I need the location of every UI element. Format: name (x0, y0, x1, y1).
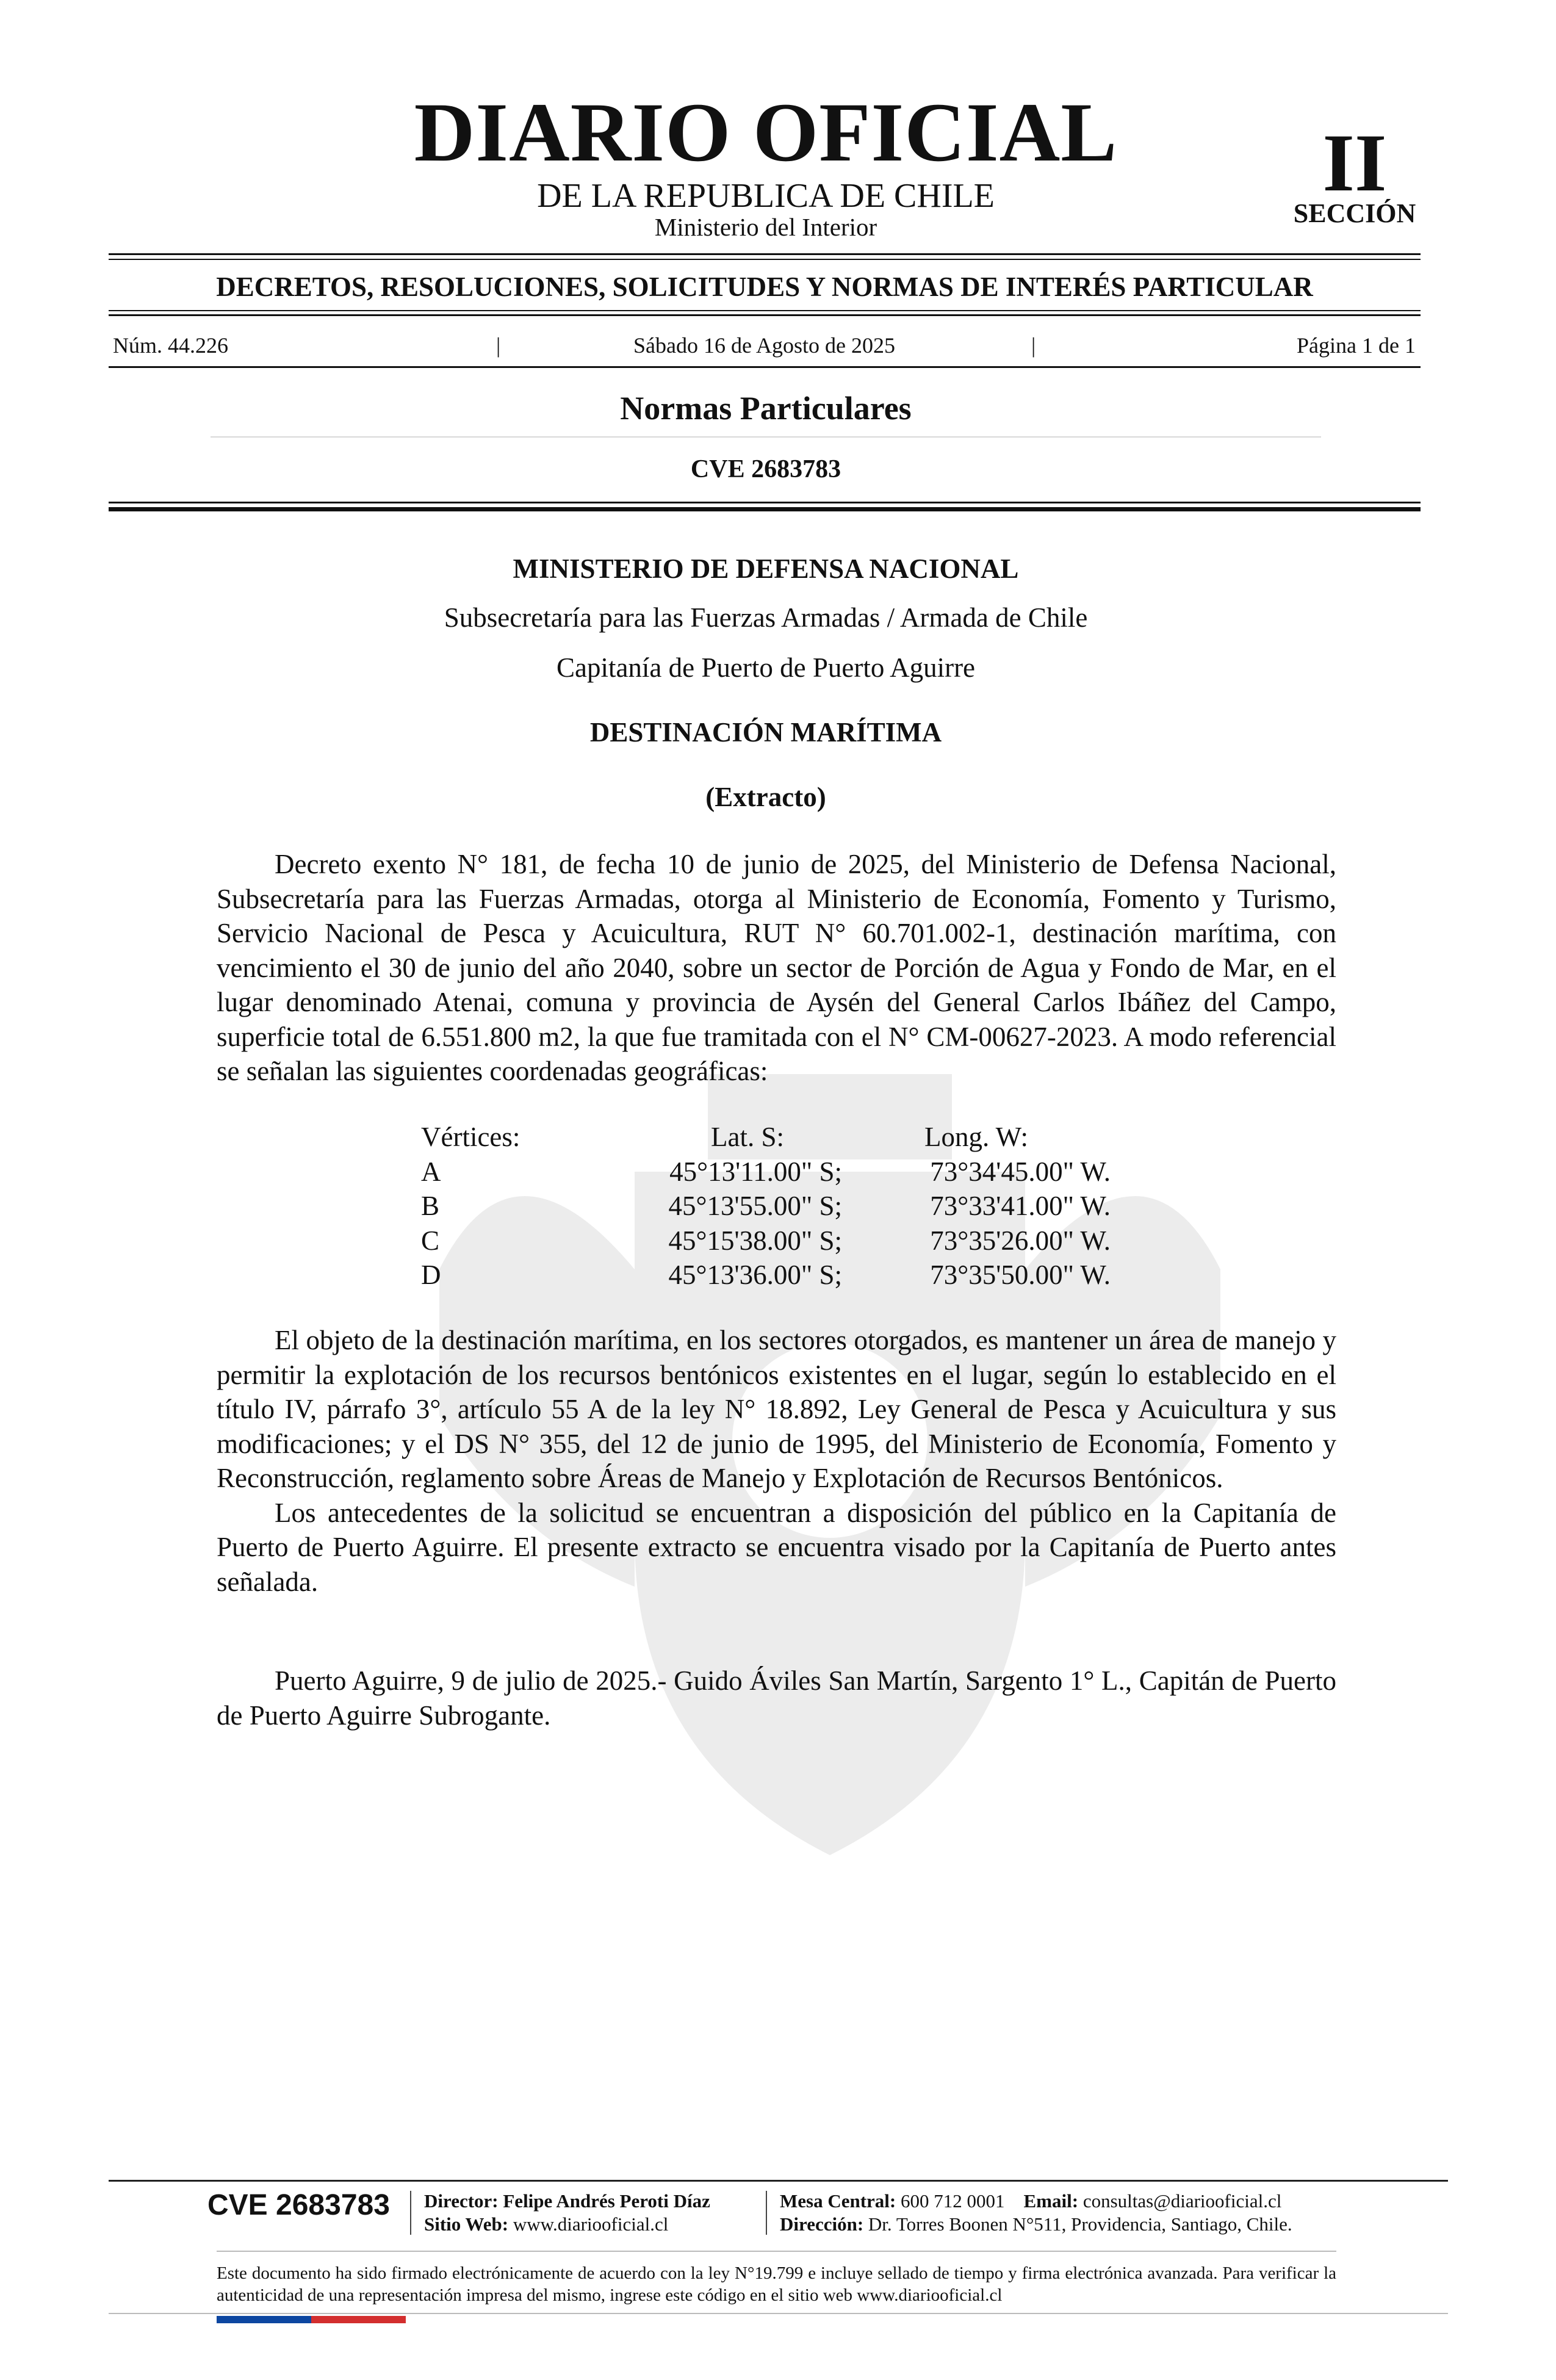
column-header: Lat. S: (711, 1122, 784, 1152)
newspaper-title: DIARIO OFICIAL (414, 85, 1118, 179)
section-number: II (1322, 118, 1387, 209)
paragraph-antecedentes: Los antecedentes de la solicitud se encuentran a disposición del público en la Capitanía de Puerto de Puerto Aguirre. El presente extracto se encuentra visado por la Capitanía de Puerto antes señalada. (217, 1497, 1336, 1597)
website-label: Sitio Web: (424, 2213, 509, 2235)
vertex-cell: C (421, 1225, 440, 1256)
header-rule-bottom (109, 507, 1421, 511)
masthead-rule-top (109, 253, 1421, 255)
issuing-ministry: MINISTERIO DE DEFENSA NACIONAL (513, 554, 1019, 584)
email-link[interactable]: consultas@diariooficial.cl (1082, 2190, 1282, 2212)
paragraph-decree: Decreto exento N° 181, de fecha 10 de junio de 2025, del Ministerio de Defensa Nacional, Subsecretaría para las Fuerzas Armadas, otorga al Ministerio de Economía, Fomento y Turismo, Servicio Nacional de Pesca y Acuicultura, RUT N° 60.701.002-1, destinación marítima, con vencimiento el 30 de junio del año 2040, sobre un sector de Porción de Agua y Fondo de Mar, en el lugar denominado Atenai, comuna y provincia de Aysén del General Carlos Ibáñez del Campo, superficie total de 6.551.800 m2, la que fue tramitada con el N° CM-00627-2023. A modo referencial se señalan las siguientes coordenadas geográficas: (217, 849, 1336, 1086)
footer-divider (766, 2191, 767, 2235)
longitude-cell: 73°33'41.00" W. (930, 1191, 1111, 1221)
category-title: Normas Particulares (620, 390, 912, 427)
mesa-label: Mesa Central: (780, 2190, 896, 2212)
document-subtitle: (Extracto) (705, 782, 826, 812)
header-rule-top (109, 502, 1421, 503)
paragraph-purpose: El objeto de la destinación marítima, en los sectores otorgados, es mantener un área de manejo y permitir la explotación de los recursos bentónicos existentes en el lugar, según lo establecido en el título IV, párrafo 3°, artículo 55 A de la ley N° 18.892, Ley General de Pesca y Acuicultura y sus modificaciones; y el DS N° 355, del 12 de junio de 1995, del Ministerio de Economía, Fomento y Reconstrucción, reglamento sobre Áreas de Manejo y Explotación de Recursos Bentónicos. (217, 1325, 1336, 1493)
category-divider (211, 436, 1321, 438)
table-row (421, 1155, 1111, 1189)
newspaper-subtitle: DE LA REPUBLICA DE CHILE (537, 177, 995, 215)
page-indicator: Página 1 de 1 (1297, 333, 1416, 358)
website-link[interactable]: www.diariooficial.cl (513, 2213, 669, 2235)
email-label: Email: (1023, 2190, 1079, 2212)
vertex-cell: A (421, 1156, 441, 1187)
subsecretaria: Subsecretaría para las Fuerzas Armadas / Armada de Chile (444, 602, 1088, 633)
capitania: Capitanía de Puerto de Puerto Aguirre (556, 652, 976, 683)
ministry-line: Ministerio del Interior (654, 213, 877, 241)
address-label: Dirección: (780, 2213, 864, 2235)
longitude-cell: 73°35'50.00" W. (930, 1260, 1111, 1290)
director-name: Felipe Andrés Peroti Díaz (503, 2190, 710, 2212)
section-label: SECCIÓN (1293, 198, 1416, 228)
document-title: DESTINACIÓN MARÍTIMA (589, 717, 942, 748)
masthead-rule-bottom (109, 259, 1421, 260)
vertex-cell: B (421, 1191, 440, 1221)
footer-director-block (424, 2190, 710, 2236)
electronic-signature-notice: Este documento ha sido firmado electrónicamente de acuerdo con la ley N°19.799 e incluye sellado de tiempo y firma electrónica avanzada. Para verificar la autenticidad de una representación impresa del mismo, ingrese este código en el sitio web www.diariooficial.cl (217, 2263, 1336, 2305)
meta-rule (109, 366, 1421, 368)
flag-stripe-red (311, 2316, 406, 2323)
issue-meta (113, 334, 1416, 359)
column-header: Vértices: (421, 1122, 520, 1152)
paragraph-signature: Puerto Aguirre, 9 de julio de 2025.- Guido Áviles San Martín, Sargento 1° L., Capitán de Puerto de Puerto Aguirre Subrogante. (217, 1665, 1336, 1731)
section-heading: DECRETOS, RESOLUCIONES, SOLICITUDES Y NORMAS DE INTERÉS PARTICULAR (216, 272, 1313, 302)
footer-rule-bottom (109, 2313, 1448, 2314)
cve-code: CVE 2683783 (690, 455, 841, 483)
footer-thin-rule (217, 2251, 1336, 2252)
director-label: Director: (424, 2190, 499, 2212)
longitude-cell: 73°35'26.00" W. (930, 1225, 1111, 1256)
latitude-cell: 45°13'55.00" S; (668, 1191, 842, 1221)
heading-rule-bottom (109, 314, 1421, 316)
latitude-cell: 45°15'38.00" S; (668, 1225, 842, 1256)
latitude-cell: 45°13'11.00" S; (669, 1156, 842, 1187)
footer-rule-top (109, 2180, 1448, 2182)
footer-contact-block (780, 2190, 1292, 2236)
meta-separator: | (1031, 333, 1036, 358)
latitude-cell: 45°13'36.00" S; (668, 1260, 842, 1290)
address-value: Dr. Torres Boonen N°511, Providencia, Santiago, Chile. (868, 2213, 1292, 2235)
issue-number: Núm. 44.226 (113, 333, 228, 358)
coordinates-table (421, 1120, 1111, 1293)
heading-rule-top (109, 310, 1421, 311)
table-row (421, 1189, 1111, 1224)
vertex-cell: D (421, 1260, 441, 1290)
table-row (421, 1224, 1111, 1258)
footer-cve: CVE 2683783 (207, 2189, 390, 2221)
column-header: Long. W: (924, 1122, 1028, 1152)
flag-stripe-blue (217, 2316, 311, 2323)
issue-date: Sábado 16 de Agosto de 2025 (633, 333, 895, 358)
longitude-cell: 73°34'45.00" W. (930, 1156, 1111, 1187)
meta-separator: | (496, 333, 501, 358)
mesa-phone: 600 712 0001 (901, 2190, 1005, 2212)
footer-divider (410, 2191, 411, 2235)
table-header-row (421, 1120, 1111, 1155)
table-row (421, 1258, 1111, 1293)
